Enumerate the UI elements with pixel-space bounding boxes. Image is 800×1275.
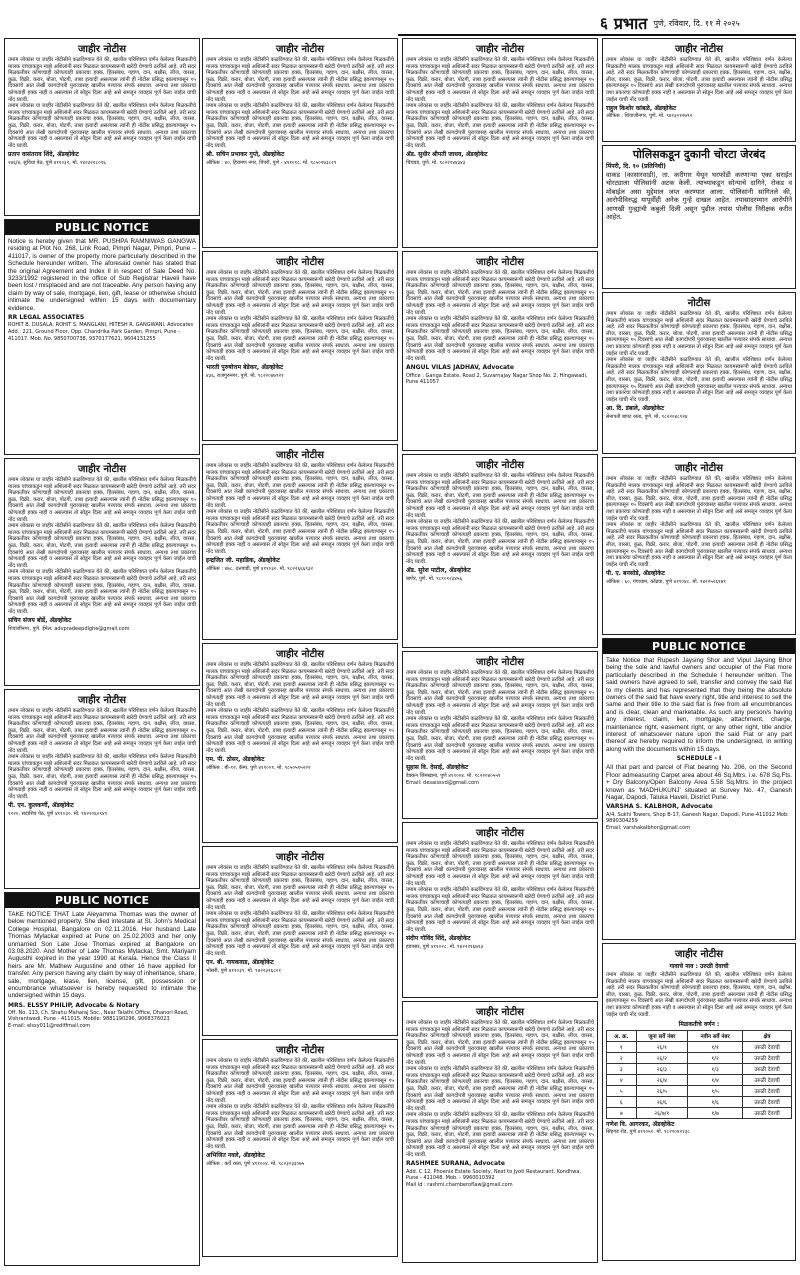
notice-box — [602, 38, 796, 142]
notice-box — [202, 846, 398, 1036]
table-cell: १/२ — [688, 1053, 743, 1064]
table-cell: १/३ — [688, 1064, 743, 1075]
notice-body: तमाम लोकांस या जाहीर नोटीसीने कळविण्यात येते की, खालील परिशिष्टात वर्णन केलेल्या मिळकतीचे मालक यांच्याकडून माझे अशिलांनी सदर मिळकत कायमस्वरूपी खरेदी घेण्याचे ठरविले आहे. तरी सदर मिळकतीवर कोणाचाही कोणत्याही प्रकारचा हक्क, हितसंबंध, गहाण, दान, बक्षीस, लीज, वारसा, कुळ, विक्री, करार, बोजा, पोटगी, ताबा इत्यादी असल्यास त्यांनी ही नोटीस प्रसिद्ध झाल्यापासून १५ दिवसांचे आत लेखी कागदोपत्री पुराव्यासह खालील पत्त्यावर संपर्क साधावा. अन्यथा तशा प्रकारचा कोणताही हक्क नाही व असल्यास तो सोडून दिला आहे असे समजून व्यवहार पूर्ण केला जाईल याची नोंद घ्यावी. — [206, 509, 394, 555]
notice-body: तमाम लोकांस या जाहीर नोटीसीने कळविण्यात येते की, खालील परिशिष्टात वर्णन केलेल्या मिळकतीचे मालक यांच्याकडून माझे अशिलांनी सदर मिळकत कायमस्वरूपी खरेदी घेण्याचे ठरविले आहे. तरी सदर मिळकतीवर कोणाचाही कोणत्याही प्रकारचा हक्क, हितसंबंध, गहाण, दान, बक्षीस, लीज, वारसा, कुळ, विक्री, करार, बोजा, पोटगी, ताबा इत्यादी असल्यास त्यांनी ही नोटीस प्रसिद्ध झाल्यापासून १५ दिवसांचे आत लेखी कागदोपत्री पुराव्यासह खालील पत्त्यावर संपर्क साधावा. अन्यथा तशा प्रकारचा कोणताही हक्क नाही व असल्यास तो सोडून दिला आहे असे समजून व्यवहार पूर्ण केला जाईल याची नोंद घ्यावी. — [406, 1020, 594, 1066]
advocate-address: शिवाजीनगर, पुणे. ईमेल: advpradeepdighe@gmail.com — [8, 625, 130, 632]
notice-box — [4, 219, 200, 455]
notice-body: तमाम लोकांस या जाहीर नोटीसीने कळविण्यात येते की, खालील परिशिष्टात वर्णन केलेल्या मिळकतीचे मालक यांच्याकडून माझे अशिलांनी सदर मिळकत कायमस्वरूपी खरेदी घेण्याचे ठरविले आहे. तरी सदर मिळकतीवर कोणाचाही कोणत्याही प्रकारचा हक्क, हितसंबंध, गहाण, दान, बक्षीस, लीज, वारसा, कुळ, विक्री, करार, बोजा, पोटगी, ताबा इत्यादी असल्यास त्यांनी ही नोटीस प्रसिद्ध झाल्यापासून १५ दिवसांचे आत लेखी कागदोपत्री पुराव्यासह खालील पत्त्यावर संपर्क साधावा. अन्यथा तशा प्रकारचा कोणताही हक्क नाही व असल्यास तो सोडून दिला आहे असे समजून व्यवहार पूर्ण केला जाईल याची नोंद घ्यावी. — [606, 476, 792, 522]
advocate-name: एन. बी. गायकवाड, ॲडव्होकेट — [206, 959, 274, 967]
notice-body: तमाम लोकांस या जाहीर नोटीसीने कळविण्यात येते की, खालील परिशिष्टात वर्णन केलेल्या मिळकतीचे मालक यांच्याकडून माझे अशिलांनी सदर मिळकत कायमस्वरूपी खरेदी घेण्याचे ठरविले आहे. तरी सदर मिळकतीवर कोणाचाही कोणत्याही प्रकारचा हक्क, हितसंबंध, गहाण, दान, बक्षीस, लीज, वारसा, कुळ, विक्री, करार, बोजा, पोटगी, ताबा इत्यादी असल्यास त्यांनी ही नोटीस प्रसिद्ध झाल्यापासून १५ दिवसांचे आत लेखी कागदोपत्री पुराव्यासह खालील पत्त्यावर संपर्क साधावा. अन्यथा तशा प्रकारचा कोणताही हक्क नाही व असल्यास तो सोडून दिला आहे असे समजून व्यवहार पूर्ण केला जाईल याची नोंद घ्यावी. — [406, 1112, 594, 1158]
notice-title: PUBLIC NOTICE — [5, 220, 199, 235]
advocate-address: ऑफिस : बी-१२, कॅम्प, पुणे ४११००१. मो. ९८५०५१५२२२ — [206, 764, 311, 771]
notice-body: तमाम लोकांस या जाहीर नोटीसीने कळविण्यात येते की, खालील परिशिष्टात वर्णन केलेल्या मिळकतीचे मालक यांच्याकडून माझे अशिलांनी सदर मिळकत कायमस्वरूपी खरेदी घेण्याचे ठरविले आहे. तरी सदर मिळकतीवर कोणाचाही कोणत्याही प्रकारचा हक्क, हितसंबंध, गहाण, दान, बक्षीस, लीज, वारसा, कुळ, विक्री, करार, बोजा, पोटगी, ताबा इत्यादी असल्यास त्यांनी ही नोटीस प्रसिद्ध झाल्यापासून १५ दिवसांचे आत लेखी कागदोपत्री पुराव्यासह खालील पत्त्यावर संपर्क साधावा. अन्यथा तशा प्रकारचा कोणताही हक्क नाही व असल्यास तो सोडून दिला आहे असे समजून व्यवहार पूर्ण केला जाईल याची नोंद घ्यावी. — [8, 708, 196, 754]
column-3 — [402, 38, 598, 1266]
table-cell: ५ — [607, 1086, 637, 1097]
notice-body: तमाम लोकांस या जाहीर नोटीसीने कळविण्यात येते की, खालील परिशिष्टात वर्णन केलेल्या मिळकतीचे मालक यांच्याकडून माझे अशिलांनी सदर मिळकत कायमस्वरूपी खरेदी घेण्याचे ठरविले आहे. तरी सदर मिळकतीवर कोणाचाही कोणत्याही प्रकारचा हक्क, हितसंबंध, गहाण, दान, बक्षीस, लीज, वारसा, कुळ, विक्री, करार, बोजा, पोटगी, ताबा इत्यादी असल्यास त्यांनी ही नोटीस प्रसिद्ध झाल्यापासून १५ दिवसांचे आत लेखी कागदोपत्री पुराव्यासह खालील पत्त्यावर संपर्क साधावा. अन्यथा तशा प्रकारचा कोणताही हक्क नाही व असल्यास तो सोडून दिला आहे असे समजून व्यवहार पूर्ण केला जाईल याची नोंद घ्यावी. — [8, 523, 196, 569]
notice-box — [602, 943, 796, 1261]
issue-date: पुणे, रविवार, दि. ११ मे २०२५ — [653, 18, 740, 28]
notice-box — [202, 444, 398, 640]
advocate-names: ROHIT B. DUSALA, ROHIT S. MANGLANI, HITESH R. GANGWANI, Advocates — [8, 322, 194, 329]
advocate-email: Email: desaissvd@gmail.com — [406, 779, 479, 786]
notice-body: तमाम लोकांस या जाहीर नोटीसीने कळविण्यात येते की, खालील परिशिष्टात वर्णन केलेल्या मिळकतीचे मालक यांच्याकडून माझे अशिलांनी सदर मिळकत कायमस्वरूपी खरेदी घेण्याचे ठरविले आहे. तरी सदर मिळकतीवर कोणाचाही कोणत्याही प्रकारचा हक्क, हितसंबंध, गहाण, दान, बक्षीस, लीज, वारसा, कुळ, विक्री, करार, बोजा, पोटगी, ताबा इत्यादी असल्यास त्यांनी ही नोटीस प्रसिद्ध झाल्यापासून १५ दिवसांचे आत लेखी कागदोपत्री पुराव्यासह खालील पत्त्यावर संपर्क साधावा. अन्यथा तशा प्रकारचा कोणताही हक्क नाही व असल्यास तो सोडून दिला आहे असे समजून व्यवहार पूर्ण केला जाईल याची नोंद घ्यावी. — [406, 316, 594, 362]
news-body: वाकड (कासारवाडी), ता. करीगार येथून घरफोडी करणाऱ्या एका सराईत चोरट्याला पोलिसांनी अटक केली. त्याच्याकडून सोन्याचे दागिने, रोकड व मोबाईल असा मुद्देमाल जप्त करण्यात आला. पोलिसांनी सांगितले की, आरोपीविरुद्ध यापूर्वीही अनेक गुन्हे दाखल आहेत. तपासादरम्यान आरोपीने आणखी गुन्ह्यांची कबुली दिली असून पुढील तपास पोलीस निरीक्षक करीत आहेत. — [606, 171, 792, 222]
table-cell: उरुळी देवाची — [743, 1108, 792, 1119]
notice-box — [402, 822, 598, 998]
advocate-address: १२२०, सदाशिव पेठ, पुणे ४११०३०. मो. ९४२२०६०९४९ — [8, 810, 108, 817]
table-cell: ३ — [607, 1064, 637, 1075]
notice-body: तमाम लोकांस या जाहीर नोटीसीने कळविण्यात येते की, खालील परिशिष्टात वर्णन केलेल्या मिळकतीचे मालक यांच्याकडून माझे अशिलांनी सदर मिळकत कायमस्वरूपी खरेदी घेण्याचे ठरविले आहे. तरी सदर मिळकतीवर कोणाचाही कोणत्याही प्रकारचा हक्क, हितसंबंध, गहाण, दान, बक्षीस, लीज, वारसा, कुळ, विक्री, करार, बोजा, पोटगी, ताबा इत्यादी असल्यास त्यांनी ही नोटीस प्रसिद्ध झाल्यापासून १५ दिवसांचे आत लेखी कागदोपत्री पुराव्यासह खालील पत्त्यावर संपर्क साधावा. अन्यथा तशा प्रकारचा कोणताही हक्क नाही व असल्यास तो सोडून दिला आहे असे समजून व्यवहार पूर्ण केला जाईल याची नोंद घ्यावी. — [206, 911, 394, 957]
notice-body: तमाम लोकांस या जाहीर नोटीसीने कळविण्यात येते की, खालील परिशिष्टात वर्णन केलेल्या मिळकतीचे मालक यांच्याकडून माझे अशिलांनी सदर मिळकत कायमस्वरूपी खरेदी घेण्याचे ठरविले आहे. तरी सदर मिळकतीवर कोणाचाही कोणत्याही प्रकारचा हक्क, हितसंबंध, गहाण, दान, बक्षीस, लीज, वारसा, कुळ, विक्री, करार, बोजा, पोटगी, ताबा इत्यादी असल्यास त्यांनी ही नोटीस प्रसिद्ध झाल्यापासून १५ दिवसांचे आत लेखी कागदोपत्री पुराव्यासह खालील पत्त्यावर संपर्क साधावा. अन्यथा तशा प्रकारचा कोणताही हक्क नाही व असल्यास तो सोडून दिला आहे असे समजून व्यवहार पूर्ण केला जाईल याची नोंद घ्यावी. — [8, 57, 196, 103]
table-cell: ७ — [607, 1108, 637, 1119]
village-name: गावाचे नाव : उरुळी देवाची — [669, 963, 729, 970]
advocate-address: २४६/४, सुविधा पेठ, पुणे ४११०३२, मो. ९४२३२२८०१६ — [8, 159, 106, 166]
notice-box — [4, 892, 200, 1266]
table-cell: २६/३ — [636, 1064, 688, 1075]
notice-title: जाहीर नोटीस — [475, 1007, 524, 1018]
notice-body: तमाम लोकांस या जाहीर नोटीसीने कळविण्यात येते की, खालील परिशिष्टात वर्णन केलेल्या मिळकतीचे मालक यांच्याकडून माझे अशिलांनी सदर मिळकत कायमस्वरूपी खरेदी घेण्याचे ठरविले आहे. तरी सदर मिळकतीवर कोणाचाही कोणत्याही प्रकारचा हक्क, हितसंबंध, गहाण, दान, बक्षीस, लीज, वारसा, कुळ, विक्री, करार, बोजा, पोटगी, ताबा इत्यादी असल्यास त्यांनी ही नोटीस प्रसिद्ध झाल्यापासून १५ दिवसांचे आत लेखी कागदोपत्री पुराव्यासह खालील पत्त्यावर संपर्क साधावा. अन्यथा तशा प्रकारचा कोणताही हक्क नाही व असल्यास तो सोडून दिला आहे असे समजून व्यवहार पूर्ण केला जाईल याची नोंद घ्यावी. — [606, 972, 792, 1018]
masthead — [600, 12, 796, 34]
notice-body: Notice is hereby given that MR. PUSHPA RAMNIWAS GANGWA residing at Plot No. 268, Link Road, Pimpri Nagar, Pimpri, Pune – 411017, is owner of the property more particularly described in the Schedule hereunder written. The aforesaid owner has stated that the original Agreement and Index II in respect of Sale Deed No. 3233/1992 registered in the office of Sub Registrar Haveli have been lost / misplaced and are not traceable. Any person having any claim by way of sale, mortgage, lien, gift, lease or otherwise should intimate the undersigned within 15 days with documentary evidence. — [8, 238, 196, 312]
table-cell: १/५ — [688, 1086, 743, 1097]
notice-body: तमाम लोकांस या जाहीर नोटीसीने कळविण्यात येते की, खालील परिशिष्टात वर्णन केलेल्या मिळकतीचे मालक यांच्याकडून माझे अशिलांनी सदर मिळकत कायमस्वरूपी खरेदी घेण्याचे ठरविले आहे. तरी सदर मिळकतीवर कोणाचाही कोणत्याही प्रकारचा हक्क, हितसंबंध, गहाण, दान, बक्षीस, लीज, वारसा, कुळ, विक्री, करार, बोजा, पोटगी, ताबा इत्यादी असल्यास त्यांनी ही नोटीस प्रसिद्ध झाल्यापासून १५ दिवसांचे आत लेखी कागदोपत्री पुराव्यासह खालील पत्त्यावर संपर्क साधावा. अन्यथा तशा प्रकारचा कोणताही हक्क नाही व असल्यास तो सोडून दिला आहे असे समजून व्यवहार पूर्ण केला जाईल याची नोंद घ्यावी. — [406, 57, 594, 103]
table-cell: २ — [607, 1053, 637, 1064]
notice-title: जाहीर नोटीस — [275, 852, 324, 863]
advocate-email: Email: varshakalbhor@gmail.com — [606, 824, 690, 831]
notice-box — [4, 689, 200, 889]
advocate-name: पी. ए. बनसोडे, ॲडव्होकेट — [606, 570, 665, 578]
notice-body: तमाम लोकांस या जाहीर नोटीसीने कळविण्यात येते की, खालील परिशिष्टात वर्णन केलेल्या मिळकतीचे मालक यांच्याकडून माझे अशिलांनी सदर मिळकत कायमस्वरूपी खरेदी घेण्याचे ठरविले आहे. तरी सदर मिळकतीवर कोणाचाही कोणत्याही प्रकारचा हक्क, हितसंबंध, गहाण, दान, बक्षीस, लीज, वारसा, कुळ, विक्री, करार, बोजा, पोटगी, ताबा इत्यादी असल्यास त्यांनी ही नोटीस प्रसिद्ध झाल्यापासून १५ दिवसांचे आत लेखी कागदोपत्री पुराव्यासह खालील पत्त्यावर संपर्क साधावा. अन्यथा तशा प्रकारचा कोणताही हक्क नाही व असल्यास तो सोडून दिला आहे असे समजून व्यवहार पूर्ण केला जाईल याची नोंद घ्यावी. — [206, 708, 394, 754]
table-cell: १/१ — [688, 1042, 743, 1053]
table-cell: ६ — [607, 1097, 637, 1108]
advocate-address: सिंहगड रोड, पुणे ४११०५१. मो. ९८२२०४२१३८ — [606, 1129, 690, 1136]
table-row — [607, 1075, 792, 1086]
page-number: ६ — [600, 14, 608, 32]
notice-title: जाहीर नोटीस — [77, 464, 126, 475]
notice-body: तमाम लोकांस या जाहीर नोटीसीने कळविण्यात येते की, खालील परिशिष्टात वर्णन केलेल्या मिळकतीचे मालक यांच्याकडून माझे अशिलांनी सदर मिळकत कायमस्वरूपी खरेदी घेण्याचे ठरविले आहे. तरी सदर मिळकतीवर कोणाचाही कोणत्याही प्रकारचा हक्क, हितसंबंध, गहाण, दान, बक्षीस, लीज, वारसा, कुळ, विक्री, करार, बोजा, पोटगी, ताबा इत्यादी असल्यास त्यांनी ही नोटीस प्रसिद्ध झाल्यापासून १५ दिवसांचे आत लेखी कागदोपत्री पुराव्यासह खालील पत्त्यावर संपर्क साधावा. अन्यथा तशा प्रकारचा कोणताही हक्क नाही व असल्यास तो सोडून दिला आहे असे समजून व्यवहार पूर्ण केला जाईल याची नोंद घ्यावी. — [606, 311, 792, 357]
advocate-name: सचिन संजय बोर्डे, ॲडव्होकेट — [8, 617, 72, 625]
table-row — [607, 1108, 792, 1119]
advocate-name: इन्द्रजित जी. महाडिक, ॲडव्होकेट — [206, 557, 280, 565]
table-cell: २६/२ — [636, 1053, 688, 1064]
notice-body: तमाम लोकांस या जाहीर नोटीसीने कळविण्यात येते की, खालील परिशिष्टात वर्णन केलेल्या मिळकतीचे मालक यांच्याकडून माझे अशिलांनी सदर मिळकत कायमस्वरूपी खरेदी घेण्याचे ठरविले आहे. तरी सदर मिळकतीवर कोणाचाही कोणत्याही प्रकारचा हक्क, हितसंबंध, गहाण, दान, बक्षीस, लीज, वारसा, कुळ, विक्री, करार, बोजा, पोटगी, ताबा इत्यादी असल्यास त्यांनी ही नोटीस प्रसिद्ध झाल्यापासून १५ दिवसांचे आत लेखी कागदोपत्री पुराव्यासह खालील पत्त्यावर संपर्क साधावा. अन्यथा तशा प्रकारचा कोणताही हक्क नाही व असल्यास तो सोडून दिला आहे असे समजून व्यवहार पूर्ण केला जाईल याची नोंद घ्यावी. — [206, 103, 394, 149]
property-table — [606, 1030, 792, 1119]
advocate-name: पी. एन. कुलकर्णी, ॲडव्होकेट — [8, 802, 74, 810]
advocate-name: ANGUL VILAS JADHAV, Advocate — [406, 364, 514, 372]
table-row — [607, 1064, 792, 1075]
table-row — [607, 1097, 792, 1108]
advocate-name: श्री. सचिन प्रभाकर गुप्ते, ॲडव्होकेट — [206, 151, 285, 159]
table-row — [607, 1053, 792, 1064]
notice-box — [602, 292, 796, 454]
advocate-email: Mail Id : rashmi.chamberoflaw@gmail.com — [406, 1182, 513, 1189]
notice-title: जाहीर नोटीस — [674, 44, 723, 55]
notice-body: TAKE NOTICE THAT Late Aleyamma Thomas was the owner of below mentioned property. She died intestate at St. John's Medical College Hospital, Bangalore on 02.11.2016. Her husband Late Thomas Mylackal expired at Pune on 25.02.2003 and her only unmarried Son Late Jose Thomas expired at Bangalore on 03.08.2020. And Mother of Late Thomas Mylackal, Smt. Mariyam Augusthi expired in the year 1990 at Kerala. Hence the Class II heirs are Mr. Mathew Augustine and other 16 have applied for transfer. Any person having any claim by way of inheritance, share, sale, mortgage, lease, lien, license, gift, possession or encumbrance whatsoever is hereby requested to intimate the undersigned within 15 days. — [8, 911, 196, 1000]
advocate-name: सुहास वि. देसाई, ॲडव्होकेट — [406, 764, 469, 772]
notice-box — [4, 38, 200, 216]
notice-body: तमाम लोकांस या जाहीर नोटीसीने कळविण्यात येते की, खालील परिशिष्टात वर्णन केलेल्या मिळकतीचे मालक यांच्याकडून माझे अशिलांनी सदर मिळकत कायमस्वरूपी खरेदी घेण्याचे ठरविले आहे. तरी सदर मिळकतीवर कोणाचाही कोणत्याही प्रकारचा हक्क, हितसंबंध, गहाण, दान, बक्षीस, लीज, वारसा, कुळ, विक्री, करार, बोजा, पोटगी, ताबा इत्यादी असल्यास त्यांनी ही नोटीस प्रसिद्ध झाल्यापासून १५ दिवसांचे आत लेखी कागदोपत्री पुराव्यासह खालील पत्त्यावर संपर्क साधावा. अन्यथा तशा प्रकारचा कोणताही हक्क नाही व असल्यास तो सोडून दिला आहे असे समजून व्यवहार पूर्ण केला जाईल याची नोंद घ्यावी. — [8, 754, 196, 800]
table-header-cell: नवीन सर्वे नंबर — [688, 1031, 743, 1042]
advocate-name: भारती पुरुषोत्तम बेडेकर, ॲडव्होकेट — [206, 364, 284, 372]
property-table-title: मिळकतीचे वर्णन : — [678, 1021, 720, 1029]
notice-body: तमाम लोकांस या जाहीर नोटीसीने कळविण्यात येते की, खालील परिशिष्टात वर्णन केलेल्या मिळकतीचे मालक यांच्याकडून माझे अशिलांनी सदर मिळकत कायमस्वरूपी खरेदी घेण्याचे ठरविले आहे. तरी सदर मिळकतीवर कोणाचाही कोणत्याही प्रकारचा हक्क, हितसंबंध, गहाण, दान, बक्षीस, लीज, वारसा, कुळ, विक्री, करार, बोजा, पोटगी, ताबा इत्यादी असल्यास त्यांनी ही नोटीस प्रसिद्ध झाल्यापासून १५ दिवसांचे आत लेखी कागदोपत्री पुराव्यासह खालील पत्त्यावर संपर्क साधावा. अन्यथा तशा प्रकारचा कोणताही हक्क नाही व असल्यास तो सोडून दिला आहे असे समजून व्यवहार पूर्ण केला जाईल याची नोंद घ्यावी. — [606, 57, 792, 103]
news-story — [602, 145, 796, 289]
table-cell: उरुळी देवाची — [743, 1053, 792, 1064]
notice-body: तमाम लोकांस या जाहीर नोटीसीने कळविण्यात येते की, खालील परिशिष्टात वर्णन केलेल्या मिळकतीचे मालक यांच्याकडून माझे अशिलांनी सदर मिळकत कायमस्वरूपी खरेदी घेण्याचे ठरविले आहे. तरी सदर मिळकतीवर कोणाचाही कोणत्याही प्रकारचा हक्क, हितसंबंध, गहाण, दान, बक्षीस, लीज, वारसा, कुळ, विक्री, करार, बोजा, पोटगी, ताबा इत्यादी असल्यास त्यांनी ही नोटीस प्रसिद्ध झाल्यापासून १५ दिवसांचे आत लेखी कागदोपत्री पुराव्यासह खालील पत्त्यावर संपर्क साधावा. अन्यथा तशा प्रकारचा कोणताही हक्क नाही व असल्यास तो सोडून दिला आहे असे समजून व्यवहार पूर्ण केला जाईल याची नोंद घ्यावी. — [406, 103, 594, 149]
newspaper-brand: प्रभात — [613, 14, 648, 33]
notice-body: तमाम लोकांस या जाहीर नोटीसीने कळविण्यात येते की, खालील परिशिष्टात वर्णन केलेल्या मिळकतीचे मालक यांच्याकडून माझे अशिलांनी सदर मिळकत कायमस्वरूपी खरेदी घेण्याचे ठरविले आहे. तरी सदर मिळकतीवर कोणाचाही कोणत्याही प्रकारचा हक्क, हितसंबंध, गहाण, दान, बक्षीस, लीज, वारसा, कुळ, विक्री, करार, बोजा, पोटगी, ताबा इत्यादी असल्यास त्यांनी ही नोटीस प्रसिद्ध झाल्यापासून १५ दिवसांचे आत लेखी कागदोपत्री पुराव्यासह खालील पत्त्यावर संपर्क साधावा. अन्यथा तशा प्रकारचा कोणताही हक्क नाही व असल्यास तो सोडून दिला आहे असे समजून व्यवहार पूर्ण केला जाईल याची नोंद घ्यावी. — [8, 103, 196, 149]
notice-title: जाहीर नोटीस — [475, 828, 524, 839]
notice-box — [402, 651, 598, 819]
notice-body: तमाम लोकांस या जाहीर नोटीसीने कळविण्यात येते की, खालील परिशिष्टात वर्णन केलेल्या मिळकतीचे मालक यांच्याकडून माझे अशिलांनी सदर मिळकत कायमस्वरूपी खरेदी घेण्याचे ठरविले आहे. तरी सदर मिळकतीवर कोणाचाही कोणत्याही प्रकारचा हक्क, हितसंबंध, गहाण, दान, बक्षीस, लीज, वारसा, कुळ, विक्री, करार, बोजा, पोटगी, ताबा इत्यादी असल्यास त्यांनी ही नोटीस प्रसिद्ध झाल्यापासून १५ दिवसांचे आत लेखी कागदोपत्री पुराव्यासह खालील पत्त्यावर संपर्क साधावा. अन्यथा तशा प्रकारचा कोणताही हक्क नाही व असल्यास तो सोडून दिला आहे असे समजून व्यवहार पूर्ण केला जाईल याची नोंद घ्यावी. — [206, 1104, 394, 1150]
table-header-cell: अ. क्र. — [607, 1031, 637, 1042]
notice-body: तमाम लोकांस या जाहीर नोटीसीने कळविण्यात येते की, खालील परिशिष्टात वर्णन केलेल्या मिळकतीचे मालक यांच्याकडून माझे अशिलांनी सदर मिळकत कायमस्वरूपी खरेदी घेण्याचे ठरविले आहे. तरी सदर मिळकतीवर कोणाचाही कोणत्याही प्रकारचा हक्क, हितसंबंध, गहाण, दान, बक्षीस, लीज, वारसा, कुळ, विक्री, करार, बोजा, पोटगी, ताबा इत्यादी असल्यास त्यांनी ही नोटीस प्रसिद्ध झाल्यापासून १५ दिवसांचे आत लेखी कागदोपत्री पुराव्यासह खालील पत्त्यावर संपर्क साधावा. अन्यथा तशा प्रकारचा कोणताही हक्क नाही व असल्यास तो सोडून दिला आहे असे समजून व्यवहार पूर्ण केला जाईल याची नोंद घ्यावी. — [8, 569, 196, 615]
notice-title: जाहीर नोटीस — [475, 44, 524, 55]
table-cell: उरुळी देवाची — [743, 1075, 792, 1086]
notice-body: तमाम लोकांस या जाहीर नोटीसीने कळविण्यात येते की, खालील परिशिष्टात वर्णन केलेल्या मिळकतीचे मालक यांच्याकडून माझे अशिलांनी सदर मिळकत कायमस्वरूपी खरेदी घेण्याचे ठरविले आहे. तरी सदर मिळकतीवर कोणाचाही कोणत्याही प्रकारचा हक्क, हितसंबंध, गहाण, दान, बक्षीस, लीज, वारसा, कुळ, विक्री, करार, बोजा, पोटगी, ताबा इत्यादी असल्यास त्यांनी ही नोटीस प्रसिद्ध झाल्यापासून १५ दिवसांचे आत लेखी कागदोपत्री पुराव्यासह खालील पत्त्यावर संपर्क साधावा. अन्यथा तशा प्रकारचा कोणताही हक्क नाही व असल्यास तो सोडून दिला आहे असे समजून व्यवहार पूर्ण केला जाईल याची नोंद घ्यावी. — [406, 716, 594, 762]
notice-box — [202, 38, 398, 248]
notice-title: जाहीर नोटीस — [475, 460, 524, 471]
table-cell: १/६ — [688, 1097, 743, 1108]
table-cell: १/७ — [688, 1108, 743, 1119]
masthead-divider — [398, 34, 796, 36]
notice-body: तमाम लोकांस या जाहीर नोटीसीने कळविण्यात येते की, खालील परिशिष्टात वर्णन केलेल्या मिळकतीचे मालक यांच्याकडून माझे अशिलांनी सदर मिळकत कायमस्वरूपी खरेदी घेण्याचे ठरविले आहे. तरी सदर मिळकतीवर कोणाचाही कोणत्याही प्रकारचा हक्क, हितसंबंध, गहाण, दान, बक्षीस, लीज, वारसा, कुळ, विक्री, करार, बोजा, पोटगी, ताबा इत्यादी असल्यास त्यांनी ही नोटीस प्रसिद्ध झाल्यापासून १५ दिवसांचे आत लेखी कागदोपत्री पुराव्यासह खालील पत्त्यावर संपर्क साधावा. अन्यथा तशा प्रकारचा कोणताही हक्क नाही व असल्यास तो सोडून दिला आहे असे समजून व्यवहार पूर्ण केला जाईल याची नोंद घ्यावी. — [406, 519, 594, 565]
column-2 — [202, 38, 398, 1260]
advocate-name: प्रताप वासंतराव शिंदे, ॲडव्होकेट — [8, 151, 79, 159]
notice-box — [602, 457, 796, 635]
notice-body: तमाम लोकांस या जाहीर नोटीसीने कळविण्यात येते की, खालील परिशिष्टात वर्णन केलेल्या मिळकतीचे मालक यांच्याकडून माझे अशिलांनी सदर मिळकत कायमस्वरूपी खरेदी घेण्याचे ठरविले आहे. तरी सदर मिळकतीवर कोणाचाही कोणत्याही प्रकारचा हक्क, हितसंबंध, गहाण, दान, बक्षीस, लीज, वारसा, कुळ, विक्री, करार, बोजा, पोटगी, ताबा इत्यादी असल्यास त्यांनी ही नोटीस प्रसिद्ध झाल्यापासून १५ दिवसांचे आत लेखी कागदोपत्री पुराव्यासह खालील पत्त्यावर संपर्क साधावा. अन्यथा तशा प्रकारचा कोणताही हक्क नाही व असल्यास तो सोडून दिला आहे असे समजून व्यवहार पूर्ण केला जाईल याची नोंद घ्यावी. — [406, 887, 594, 933]
notice-body: तमाम लोकांस या जाहीर नोटीसीने कळविण्यात येते की, खालील परिशिष्टात वर्णन केलेल्या मिळकतीचे मालक यांच्याकडून माझे अशिलांनी सदर मिळकत कायमस्वरूपी खरेदी घेण्याचे ठरविले आहे. तरी सदर मिळकतीवर कोणाचाही कोणत्याही प्रकारचा हक्क, हितसंबंध, गहाण, दान, बक्षीस, लीज, वारसा, कुळ, विक्री, करार, बोजा, पोटगी, ताबा इत्यादी असल्यास त्यांनी ही नोटीस प्रसिद्ध झाल्यापासून १५ दिवसांचे आत लेखी कागदोपत्री पुराव्यासह खालील पत्त्यावर संपर्क साधावा. अन्यथा तशा प्रकारचा कोणताही हक्क नाही व असल्यास तो सोडून दिला आहे असे समजून व्यवहार पूर्ण केला जाईल याची नोंद घ्यावी. — [406, 670, 594, 716]
table-cell: उरुळी देवाची — [743, 1042, 792, 1053]
table-cell: ४ — [607, 1075, 637, 1086]
advocate-address: डेक्कन जिमखाना, पुणे ४११००४. मो. ९८२२०४०५५९ — [406, 772, 501, 779]
advocate-address: ऑफिस : ४७८, दत्तवाडी, पुणे ४११०३०. मो. ९८२२६६६९३२ — [206, 565, 314, 572]
advocate-name: VARSHA S. KALBHOR, Advocate — [606, 803, 713, 811]
advocate-name: RASHMEE SURANA, Advocate — [406, 1160, 505, 1168]
notice-title: जाहीर नोटीस — [275, 649, 324, 660]
advocate-name: ॲड. सुधीर श्रीपती जाधव, ॲडव्होकेट — [406, 151, 488, 159]
table-cell: २६/४ — [636, 1075, 688, 1086]
notice-box — [402, 1001, 598, 1263]
notice-body: तमाम लोकांस या जाहीर नोटीसीने कळविण्यात येते की, खालील परिशिष्टात वर्णन केलेल्या मिळकतीचे मालक यांच्याकडून माझे अशिलांनी सदर मिळकत कायमस्वरूपी खरेदी घेण्याचे ठरविले आहे. तरी सदर मिळकतीवर कोणाचाही कोणत्याही प्रकारचा हक्क, हितसंबंध, गहाण, दान, बक्षीस, लीज, वारसा, कुळ, विक्री, करार, बोजा, पोटगी, ताबा इत्यादी असल्यास त्यांनी ही नोटीस प्रसिद्ध झाल्यापासून १५ दिवसांचे आत लेखी कागदोपत्री पुराव्यासह खालील पत्त्यावर संपर्क साधावा. अन्यथा तशा प्रकारचा कोणताही हक्क नाही व असल्यास तो सोडून दिला आहे असे समजून व्यवहार पूर्ण केला जाईल याची नोंद घ्यावी. — [406, 1066, 594, 1112]
advocate-address: ऑफिस : ४०, हिरामण नगर, पिंपरी, पुणे - ४११०१८. मो. ९८५०१७३८२९ — [206, 159, 337, 166]
notice-body: तमाम लोकांस या जाहीर नोटीसीने कळविण्यात येते की, खालील परिशिष्टात वर्णन केलेल्या मिळकतीचे मालक यांच्याकडून माझे अशिलांनी सदर मिळकत कायमस्वरूपी खरेदी घेण्याचे ठरविले आहे. तरी सदर मिळकतीवर कोणाचाही कोणत्याही प्रकारचा हक्क, हितसंबंध, गहाण, दान, बक्षीस, लीज, वारसा, कुळ, विक्री, करार, बोजा, पोटगी, ताबा इत्यादी असल्यास त्यांनी ही नोटीस प्रसिद्ध झाल्यापासून १५ दिवसांचे आत लेखी कागदोपत्री पुराव्यासह खालील पत्त्यावर संपर्क साधावा. अन्यथा तशा प्रकारचा कोणताही हक्क नाही व असल्यास तो सोडून दिला आहे असे समजून व्यवहार पूर्ण केला जाईल याची नोंद घ्यावी. — [206, 463, 394, 509]
notice-body: तमाम लोकांस या जाहीर नोटीसीने कळविण्यात येते की, खालील परिशिष्टात वर्णन केलेल्या मिळकतीचे मालक यांच्याकडून माझे अशिलांनी सदर मिळकत कायमस्वरूपी खरेदी घेण्याचे ठरविले आहे. तरी सदर मिळकतीवर कोणाचाही कोणत्याही प्रकारचा हक्क, हितसंबंध, गहाण, दान, बक्षीस, लीज, वारसा, कुळ, विक्री, करार, बोजा, पोटगी, ताबा इत्यादी असल्यास त्यांनी ही नोटीस प्रसिद्ध झाल्यापासून १५ दिवसांचे आत लेखी कागदोपत्री पुराव्यासह खालील पत्त्यावर संपर्क साधावा. अन्यथा तशा प्रकारचा कोणताही हक्क नाही व असल्यास तो सोडून दिला आहे असे समजून व्यवहार पूर्ण केला जाईल याची नोंद घ्यावी. — [606, 522, 792, 568]
notice-body: तमाम लोकांस या जाहीर नोटीसीने कळविण्यात येते की, खालील परिशिष्टात वर्णन केलेल्या मिळकतीचे मालक यांच्याकडून माझे अशिलांनी सदर मिळकत कायमस्वरूपी खरेदी घेण्याचे ठरविले आहे. तरी सदर मिळकतीवर कोणाचाही कोणत्याही प्रकारचा हक्क, हितसंबंध, गहाण, दान, बक्षीस, लीज, वारसा, कुळ, विक्री, करार, बोजा, पोटगी, ताबा इत्यादी असल्यास त्यांनी ही नोटीस प्रसिद्ध झाल्यापासून १५ दिवसांचे आत लेखी कागदोपत्री पुराव्यासह खालील पत्त्यावर संपर्क साधावा. अन्यथा तशा प्रकारचा कोणताही हक्क नाही व असल्यास तो सोडून दिला आहे असे समजून व्यवहार पूर्ण केला जाईल याची नोंद घ्यावी. — [206, 865, 394, 911]
notice-title: जाहीर नोटीस — [475, 257, 524, 268]
advocate-address: Off. No. 113, Ch. Shahu Maharaj Soc., Near Talathi Office, Dhanori Road, Vishrantwadi, Pune - 411015. Mobile: 9881190296, 9068376023 — [8, 1010, 189, 1023]
table-cell: २६/५ — [636, 1086, 688, 1097]
notice-title: जाहीर नोटीस — [275, 450, 324, 461]
notice-body: तमाम लोकांस या जाहीर नोटीसीने कळविण्यात येते की, खालील परिशिष्टात वर्णन केलेल्या मिळकतीचे मालक यांच्याकडून माझे अशिलांनी सदर मिळकत कायमस्वरूपी खरेदी घेण्याचे ठरविले आहे. तरी सदर मिळकतीवर कोणाचाही कोणत्याही प्रकारचा हक्क, हितसंबंध, गहाण, दान, बक्षीस, लीज, वारसा, कुळ, विक्री, करार, बोजा, पोटगी, ताबा इत्यादी असल्यास त्यांनी ही नोटीस प्रसिद्ध झाल्यापासून १५ दिवसांचे आत लेखी कागदोपत्री पुराव्यासह खालील पत्त्यावर संपर्क साधावा. अन्यथा तशा प्रकारचा कोणताही हक्क नाही व असल्यास तो सोडून दिला आहे असे समजून व्यवहार पूर्ण केला जाईल याची नोंद घ्यावी. — [206, 57, 394, 103]
notice-body: तमाम लोकांस या जाहीर नोटीसीने कळविण्यात येते की, खालील परिशिष्टात वर्णन केलेल्या मिळकतीचे मालक यांच्याकडून माझे अशिलांनी सदर मिळकत कायमस्वरूपी खरेदी घेण्याचे ठरविले आहे. तरी सदर मिळकतीवर कोणाचाही कोणत्याही प्रकारचा हक्क, हितसंबंध, गहाण, दान, बक्षीस, लीज, वारसा, कुळ, विक्री, करार, बोजा, पोटगी, ताबा इत्यादी असल्यास त्यांनी ही नोटीस प्रसिद्ध झाल्यापासून १५ दिवसांचे आत लेखी कागदोपत्री पुराव्यासह खालील पत्त्यावर संपर्क साधावा. अन्यथा तशा प्रकारचा कोणताही हक्क नाही व असल्यास तो सोडून दिला आहे असे समजून व्यवहार पूर्ण केला जाईल याची नोंद घ्यावी. — [406, 841, 594, 887]
notice-title: जाहीर नोटीस — [77, 695, 126, 706]
advocate-address: Office : Ganga Estate, Road 2, Suvarnajay Nagar Shop No. 2, Hingawadi, Pune 411057 — [406, 372, 588, 385]
advocate-address: हडपसर, पुणे ४११०२८. मो. ९४२२२१६७१३ — [406, 943, 484, 950]
schedule-title: SCHEDULE - I — [676, 755, 722, 763]
notice-title: जाहीर नोटीस — [275, 44, 324, 55]
advocate-name: MRS. ELSSY PHILIP, Advocate & Notary — [8, 1001, 140, 1009]
advocate-address: Add.: 221, Ground Floor, Opp. Chandrika Park Garden, Pimpri, Pune - 411017. Mob. No. 9850700738, 9370177621, 9604131255 — [8, 329, 180, 342]
notice-box — [202, 643, 398, 843]
table-row — [607, 1086, 792, 1097]
advocate-address: ऑफिस : कर्वे रस्ता, पुणे ४११००४. मो. ९८२३०३३०७५ — [206, 1160, 305, 1167]
notice-box — [402, 251, 598, 451]
notice-body: तमाम लोकांस या जाहीर नोटीसीने कळविण्यात येते की, खालील परिशिष्टात वर्णन केलेल्या मिळकतीचे मालक यांच्याकडून माझे अशिलांनी सदर मिळकत कायमस्वरूपी खरेदी घेण्याचे ठरविले आहे. तरी सदर मिळकतीवर कोणाचाही कोणत्याही प्रकारचा हक्क, हितसंबंध, गहाण, दान, बक्षीस, लीज, वारसा, कुळ, विक्री, करार, बोजा, पोटगी, ताबा इत्यादी असल्यास त्यांनी ही नोटीस प्रसिद्ध झाल्यापासून १५ दिवसांचे आत लेखी कागदोपत्री पुराव्यासह खालील पत्त्यावर संपर्क साधावा. अन्यथा तशा प्रकारचा कोणताही हक्क नाही व असल्यास तो सोडून दिला आहे असे समजून व्यवहार पूर्ण केला जाईल याची नोंद घ्यावी. — [606, 357, 792, 403]
advocate-name: आ. दि. डंबाले, ॲडव्होकेट — [606, 405, 665, 413]
advocate-name: राहुल किशोर कांबळे, ॲडव्होकेट — [606, 105, 677, 113]
notice-body: Take Notice that Rupesh Jaysing Shor and Vipul Jaysing Bhor being the sole and lawful owners and occupier of the Flat more particularly described in the Schedule I hereunder written. The said owners have agreed to sell, transfer and convey the said flat to my clients and has represented that they being the absolute owners of the said flat have every right, title and interest to sell the same and their title to the said flat is free from all encumbrances and is clear, clean and marketable. As such any person/s having any interest, claim, lien, mortgage, attachment, charge, maintenance right, easement right, or any other right, title and/or interest of whatsoever nature upon the said Flat or any part thereof are hereby required to inform the undersigned, in writing along with the documents within 15 days. — [606, 657, 792, 753]
notice-title: जाहीर नोटीस — [674, 463, 723, 474]
column-4 — [602, 38, 796, 1264]
notice-title: जाहीर नोटीस — [77, 44, 126, 55]
notice-box — [602, 638, 796, 940]
table-cell: १/४ — [688, 1075, 743, 1086]
table-cell: उरुळी देवाची — [743, 1064, 792, 1075]
notice-body: तमाम लोकांस या जाहीर नोटीसीने कळविण्यात येते की, खालील परिशिष्टात वर्णन केलेल्या मिळकतीचे मालक यांच्याकडून माझे अशिलांनी सदर मिळकत कायमस्वरूपी खरेदी घेण्याचे ठरविले आहे. तरी सदर मिळकतीवर कोणाचाही कोणत्याही प्रकारचा हक्क, हितसंबंध, गहाण, दान, बक्षीस, लीज, वारसा, कुळ, विक्री, करार, बोजा, पोटगी, ताबा इत्यादी असल्यास त्यांनी ही नोटीस प्रसिद्ध झाल्यापासून १५ दिवसांचे आत लेखी कागदोपत्री पुराव्यासह खालील पत्त्यावर संपर्क साधावा. अन्यथा तशा प्रकारचा कोणताही हक्क नाही व असल्यास तो सोडून दिला आहे असे समजून व्यवहार पूर्ण केला जाईल याची नोंद घ्यावी. — [206, 316, 394, 362]
advocate-name: ॲड. सुरेश पाटील, ॲडव्होकेट — [406, 567, 471, 575]
table-header-cell: क्षेत्र — [743, 1031, 792, 1042]
advocate-name: अभिजित नवले, ॲडव्होकेट — [206, 1152, 265, 1160]
advocate-address: भोसरी, पुणे ४११०३९. मो. ९४२२३२६८०१ — [206, 967, 281, 974]
advocate-name: एम. पी. ठोसर, ॲडव्होकेट — [206, 756, 265, 764]
advocate-name: संदीप गोविंद शिंदे, ॲडव्होकेट — [406, 935, 471, 943]
notice-title: जाहीर नोटीस — [674, 949, 723, 960]
advocate-address: चिंचवड, पुणे. मो. ९८२२१४४३४३ — [406, 159, 466, 166]
notice-box — [402, 38, 598, 248]
advocate-address: ४३६, राजगुरुनगर, पुणे. मो. ९८२२०४७९२१ — [206, 372, 284, 379]
notice-body: तमाम लोकांस या जाहीर नोटीसीने कळविण्यात येते की, खालील परिशिष्टात वर्णन केलेल्या मिळकतीचे मालक यांच्याकडून माझे अशिलांनी सदर मिळकत कायमस्वरूपी खरेदी घेण्याचे ठरविले आहे. तरी सदर मिळकतीवर कोणाचाही कोणत्याही प्रकारचा हक्क, हितसंबंध, गहाण, दान, बक्षीस, लीज, वारसा, कुळ, विक्री, करार, बोजा, पोटगी, ताबा इत्यादी असल्यास त्यांनी ही नोटीस प्रसिद्ध झाल्यापासून १५ दिवसांचे आत लेखी कागदोपत्री पुराव्यासह खालील पत्त्यावर संपर्क साधावा. अन्यथा तशा प्रकारचा कोणताही हक्क नाही व असल्यास तो सोडून दिला आहे असे समजून व्यवहार पूर्ण केला जाईल याची नोंद घ्यावी. — [406, 473, 594, 519]
notice-title: PUBLIC NOTICE — [603, 639, 795, 654]
advocate-address: बाणेर, पुणे. मो. ९८९०१२३४५६ — [406, 575, 463, 582]
advocate-address: सेनापती बापट रस्ता, पुणे. मो. ९८२२०४८१२४ — [606, 413, 688, 420]
column-1 — [4, 38, 200, 1269]
notice-title: नोटीस — [687, 298, 711, 309]
notice-body: तमाम लोकांस या जाहीर नोटीसीने कळविण्यात येते की, खालील परिशिष्टात वर्णन केलेल्या मिळकतीचे मालक यांच्याकडून माझे अशिलांनी सदर मिळकत कायमस्वरूपी खरेदी घेण्याचे ठरविले आहे. तरी सदर मिळकतीवर कोणाचाही कोणत्याही प्रकारचा हक्क, हितसंबंध, गहाण, दान, बक्षीस, लीज, वारसा, कुळ, विक्री, करार, बोजा, पोटगी, ताबा इत्यादी असल्यास त्यांनी ही नोटीस प्रसिद्ध झाल्यापासून १५ दिवसांचे आत लेखी कागदोपत्री पुराव्यासह खालील पत्त्यावर संपर्क साधावा. अन्यथा तशा प्रकारचा कोणताही हक्क नाही व असल्यास तो सोडून दिला आहे असे समजून व्यवहार पूर्ण केला जाईल याची नोंद घ्यावी. — [406, 270, 594, 316]
table-cell: २६/६ — [636, 1097, 688, 1108]
notice-body: तमाम लोकांस या जाहीर नोटीसीने कळविण्यात येते की, खालील परिशिष्टात वर्णन केलेल्या मिळकतीचे मालक यांच्याकडून माझे अशिलांनी सदर मिळकत कायमस्वरूपी खरेदी घेण्याचे ठरविले आहे. तरी सदर मिळकतीवर कोणाचाही कोणत्याही प्रकारचा हक्क, हितसंबंध, गहाण, दान, बक्षीस, लीज, वारसा, कुळ, विक्री, करार, बोजा, पोटगी, ताबा इत्यादी असल्यास त्यांनी ही नोटीस प्रसिद्ध झाल्यापासून १५ दिवसांचे आत लेखी कागदोपत्री पुराव्यासह खालील पत्त्यावर संपर्क साधावा. अन्यथा तशा प्रकारचा कोणताही हक्क नाही व असल्यास तो सोडून दिला आहे असे समजून व्यवहार पूर्ण केला जाईल याची नोंद घ्यावी. — [206, 1058, 394, 1104]
advocate-firm: RR LEGAL ASSOCIATES — [8, 314, 85, 322]
table-cell: उरुळी देवाची — [743, 1097, 792, 1108]
table-cell: उरुळी देवाची — [743, 1086, 792, 1097]
table-cell: २६/७/१ — [636, 1108, 688, 1119]
notice-body: तमाम लोकांस या जाहीर नोटीसीने कळविण्यात येते की, खालील परिशिष्टात वर्णन केलेल्या मिळकतीचे मालक यांच्याकडून माझे अशिलांनी सदर मिळकत कायमस्वरूपी खरेदी घेण्याचे ठरविले आहे. तरी सदर मिळकतीवर कोणाचाही कोणत्याही प्रकारचा हक्क, हितसंबंध, गहाण, दान, बक्षीस, लीज, वारसा, कुळ, विक्री, करार, बोजा, पोटगी, ताबा इत्यादी असल्यास त्यांनी ही नोटीस प्रसिद्ध झाल्यापासून १५ दिवसांचे आत लेखी कागदोपत्री पुराव्यासह खालील पत्त्यावर संपर्क साधावा. अन्यथा तशा प्रकारचा कोणताही हक्क नाही व असल्यास तो सोडून दिला आहे असे समजून व्यवहार पूर्ण केला जाईल याची नोंद घ्यावी. — [206, 662, 394, 708]
table-cell: १ — [607, 1042, 637, 1053]
notice-title: जाहीर नोटीस — [275, 257, 324, 268]
table-header-cell: जुना सर्वे नंबर — [636, 1031, 688, 1042]
notice-box — [4, 458, 200, 686]
advocate-address: ऑफिस : ६०, गंगाधाम, कोंढवा, पुणे ४११०४८. मो. ९४२२५२६१७९ — [606, 578, 726, 585]
table-cell: २६/१ — [636, 1042, 688, 1053]
table-row — [607, 1042, 792, 1053]
notice-box — [202, 1039, 398, 1257]
schedule-body: All that part and parcel of Flat bearing No. 206, on the Second Floor admeasuring Carpet area about 46 Sq.Mtrs. i.e. 678 Sq.Fts. + Dry Balcony/Open Balcony Area 5.58 Sq.Mtrs. in the project known as 'MADHUKUNJ' situated at Survey No. 47, Ganesh Nagar, Dapodi, Taluka Haveli, District Pune. — [606, 764, 792, 801]
notice-title: जाहीर नोटीस — [475, 657, 524, 668]
advocate-email: E-mail: elssy011@rediffmail.com — [8, 1023, 91, 1030]
advocate-name: गणेश वि. आगरकर, ॲडव्होकेट — [606, 1121, 675, 1129]
notice-body: तमाम लोकांस या जाहीर नोटीसीने कळविण्यात येते की, खालील परिशिष्टात वर्णन केलेल्या मिळकतीचे मालक यांच्याकडून माझे अशिलांनी सदर मिळकत कायमस्वरूपी खरेदी घेण्याचे ठरविले आहे. तरी सदर मिळकतीवर कोणाचाही कोणत्याही प्रकारचा हक्क, हितसंबंध, गहाण, दान, बक्षीस, लीज, वारसा, कुळ, विक्री, करार, बोजा, पोटगी, ताबा इत्यादी असल्यास त्यांनी ही नोटीस प्रसिद्ध झाल्यापासून १५ दिवसांचे आत लेखी कागदोपत्री पुराव्यासह खालील पत्त्यावर संपर्क साधावा. अन्यथा तशा प्रकारचा कोणताही हक्क नाही व असल्यास तो सोडून दिला आहे असे समजून व्यवहार पूर्ण केला जाईल याची नोंद घ्यावी. — [206, 270, 394, 316]
notice-title: जाहीर नोटीस — [275, 1045, 324, 1056]
news-headline: पोलिसकडून दुकानी चोरटा जेरबंद — [632, 148, 766, 161]
news-dateline: पिंपरी, दि. १० (प्रतिनिधी) — [606, 163, 667, 170]
advocate-address: A/4, Sukhi Towers, Shop B-17, Ganesh Nagar, Dapodi, Pune-411012 Mob. 9890304259 — [606, 811, 789, 824]
advocate-address: ऑफिस : शिवाजीनगर, पुणे. मो. ९४२३०१२७९२ — [606, 113, 693, 120]
advocate-address: Add. C 12, Phoenix Estate Society, Next to Jyoti Restaurant, Kondhwa, Pune - 411048. Mob. - 9960010392 — [406, 1168, 582, 1181]
notice-box — [402, 454, 598, 648]
notice-title: PUBLIC NOTICE — [5, 893, 199, 908]
notice-body: तमाम लोकांस या जाहीर नोटीसीने कळविण्यात येते की, खालील परिशिष्टात वर्णन केलेल्या मिळकतीचे मालक यांच्याकडून माझे अशिलांनी सदर मिळकत कायमस्वरूपी खरेदी घेण्याचे ठरविले आहे. तरी सदर मिळकतीवर कोणाचाही कोणत्याही प्रकारचा हक्क, हितसंबंध, गहाण, दान, बक्षीस, लीज, वारसा, कुळ, विक्री, करार, बोजा, पोटगी, ताबा इत्यादी असल्यास त्यांनी ही नोटीस प्रसिद्ध झाल्यापासून १५ दिवसांचे आत लेखी कागदोपत्री पुराव्यासह खालील पत्त्यावर संपर्क साधावा. अन्यथा तशा प्रकारचा कोणताही हक्क नाही व असल्यास तो सोडून दिला आहे असे समजून व्यवहार पूर्ण केला जाईल याची नोंद घ्यावी. — [8, 477, 196, 523]
notice-box — [202, 251, 398, 441]
